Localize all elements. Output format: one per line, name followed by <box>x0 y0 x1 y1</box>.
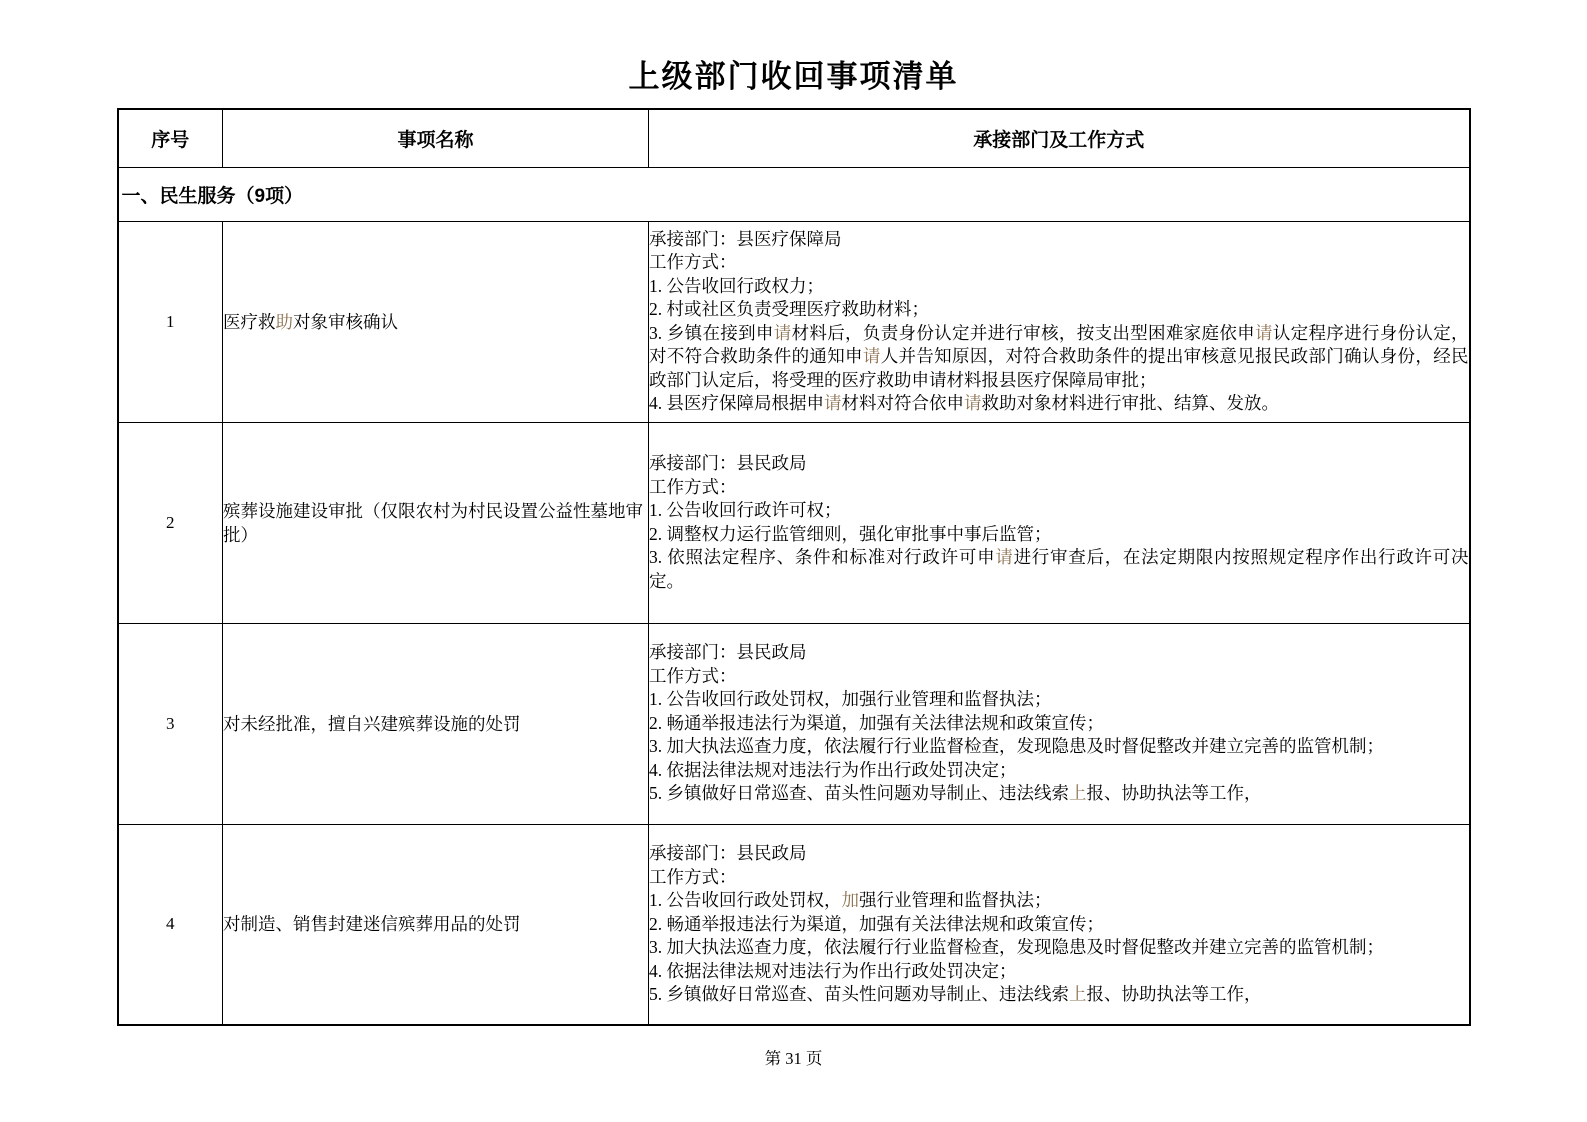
text-segment: 进行审查后，在法定期限内按照规定程序作出行政许可决定。 <box>649 547 1469 591</box>
text-segment: 医疗救 <box>223 311 276 332</box>
detail-line <box>649 782 1469 806</box>
text-segment: 材料对符合依申 <box>841 393 964 413</box>
text-segment: 殡葬设施建设审批（仅限农村为村民设置公益性墓地审批） <box>223 500 643 545</box>
text-segment: 对未经批准，擅自兴建殡葬设施的处罚 <box>223 713 521 734</box>
text-segment: 4. 依据法律法规对违法行为作出行政处罚决定； <box>649 960 1017 981</box>
section-row <box>118 167 1470 221</box>
text-segment: 认定程序进行身份认定，对不符合救助条件的通知申 <box>649 322 1469 366</box>
text-segment: 3. 乡镇在接到申 <box>649 322 774 343</box>
detail-line <box>649 228 1469 252</box>
detail-line <box>649 936 1469 960</box>
highlighted-text: 上 <box>1069 984 1087 1004</box>
table-row <box>118 422 1470 623</box>
text-segment: 工作方式： <box>649 252 737 272</box>
detail-line <box>649 641 1469 665</box>
text-segment: 材料后，负责身份认定并进行审核，按支出型困难家庭依申 <box>791 322 1255 343</box>
detail-line <box>649 688 1469 712</box>
highlighted-text: 请 <box>1254 322 1273 343</box>
text-segment: 1. 公告收回行政许可权； <box>649 500 842 520</box>
detail-line <box>649 983 1469 1007</box>
header-serial-number: 序号 <box>118 109 223 167</box>
detail-line <box>649 960 1469 984</box>
section-header: 一、民生服务（9项） <box>118 167 1470 221</box>
detail-line <box>649 665 1469 689</box>
detail-line <box>649 523 1469 547</box>
text-segment: 4. 县医疗保障局根据申 <box>649 393 824 413</box>
text-segment: 对象审核确认 <box>293 311 398 332</box>
text-segment: 3. 加大执法巡查力度，依法履行行业监督检查，发现隐患及时督促整改并建立完善的监管机制； <box>649 736 1384 757</box>
detail-line <box>649 913 1469 937</box>
detail-line <box>649 298 1469 322</box>
detail-line <box>649 759 1469 783</box>
text-segment: 承接部门：县民政局 <box>649 843 807 863</box>
detail-line <box>649 735 1469 759</box>
text-segment: 1. 公告收回行政权力； <box>649 275 824 296</box>
highlighted-text: 请 <box>995 547 1014 567</box>
header-row <box>118 109 1470 167</box>
detail-line <box>649 889 1469 913</box>
highlighted-text: 请 <box>824 393 842 413</box>
text-segment: 1. 公告收回行政处罚权，加强行业管理和监督执法； <box>649 689 1052 710</box>
item-name-cell <box>223 221 649 422</box>
text-segment: 对制造、销售封建迷信殡葬用品的处罚 <box>223 914 521 935</box>
header-department-method: 承接部门及工作方式 <box>649 109 1470 167</box>
detail-line <box>649 866 1469 890</box>
detail-line <box>649 842 1469 866</box>
item-name-cell <box>223 824 649 1025</box>
detail-cell <box>649 623 1470 824</box>
detail-line <box>649 452 1469 476</box>
item-name-cell <box>223 422 649 623</box>
row-number-cell: 4 <box>118 824 223 1025</box>
detail-line <box>649 251 1469 275</box>
detail-line <box>649 476 1469 500</box>
text-segment: 承接部门：县民政局 <box>649 642 807 663</box>
text-segment: 1. 公告收回行政处罚权， <box>649 890 842 910</box>
text-segment: 工作方式： <box>649 866 737 887</box>
text-segment: 2. 调整权力运行监管细则，强化审批事中事后监管； <box>649 523 1052 544</box>
table-row <box>118 221 1470 422</box>
table-row <box>118 824 1470 1025</box>
highlighted-text: 请 <box>773 322 792 343</box>
table-body <box>118 167 1470 1025</box>
text-segment: 承接部门：县医疗保障局 <box>649 228 842 249</box>
text-segment: 工作方式： <box>649 476 737 497</box>
text-segment: 报、协助执法等工作， <box>1086 783 1262 804</box>
item-name-cell <box>223 623 649 824</box>
detail-cell <box>649 422 1470 623</box>
row-number-cell: 3 <box>118 623 223 824</box>
text-segment: 救助对象材料进行审批、结算、发放。 <box>981 393 1279 413</box>
text-segment: 强行业管理和监督执法； <box>859 890 1052 910</box>
highlighted-text: 请 <box>964 393 982 413</box>
text-segment: 5. 乡镇做好日常巡查、苗头性问题劝导制止、违法线索 <box>649 783 1069 804</box>
page-title: 上级部门收回事项清单 <box>628 59 959 94</box>
text-segment: 3. 依照法定程序、条件和标准对行政许可申 <box>649 547 996 567</box>
text-segment: 工作方式： <box>649 665 737 686</box>
text-segment: 4. 依据法律法规对违法行为作出行政处罚决定； <box>649 759 1017 780</box>
text-segment: 5. 乡镇做好日常巡查、苗头性问题劝导制止、违法线索 <box>649 984 1069 1004</box>
detail-line <box>649 546 1469 593</box>
detail-line <box>649 392 1469 416</box>
detail-line <box>649 712 1469 736</box>
text-segment: 2. 畅通举报违法行为渠道，加强有关法律法规和政策宣传； <box>649 913 1104 934</box>
detail-line <box>649 499 1469 523</box>
table-header <box>118 109 1470 167</box>
highlighted-text: 上 <box>1069 783 1087 804</box>
text-segment: 承接部门：县民政局 <box>649 453 807 473</box>
highlighted-text: 加 <box>841 890 859 910</box>
header-item-name: 事项名称 <box>223 109 649 167</box>
text-segment: 3. 加大执法巡查力度，依法履行行业监督检查，发现隐患及时督促整改并建立完善的监管机制； <box>649 937 1384 957</box>
table-row <box>118 623 1470 824</box>
text-segment: 2. 村或社区负责受理医疗救助材料； <box>649 299 929 319</box>
detail-line <box>649 322 1469 393</box>
text-segment: 报、协助执法等工作， <box>1086 984 1262 1004</box>
highlighted-text: 请 <box>862 346 881 366</box>
page-number: 第 31 页 <box>764 1049 823 1068</box>
detail-cell <box>649 221 1470 422</box>
highlighted-text: 助 <box>275 311 293 332</box>
items-table <box>117 108 1471 1026</box>
detail-line <box>649 275 1469 299</box>
text-segment: 人并告知原因，对符合救助条件的提出审核意见报民政部门确认身份，经民政部门认定后，将受理的医疗救助申请材料报县医疗保障局审批； <box>649 346 1469 390</box>
detail-cell <box>649 824 1470 1025</box>
row-number-cell: 1 <box>118 221 223 422</box>
row-number-cell: 2 <box>118 422 223 623</box>
text-segment: 2. 畅通举报违法行为渠道，加强有关法律法规和政策宣传； <box>649 712 1104 733</box>
